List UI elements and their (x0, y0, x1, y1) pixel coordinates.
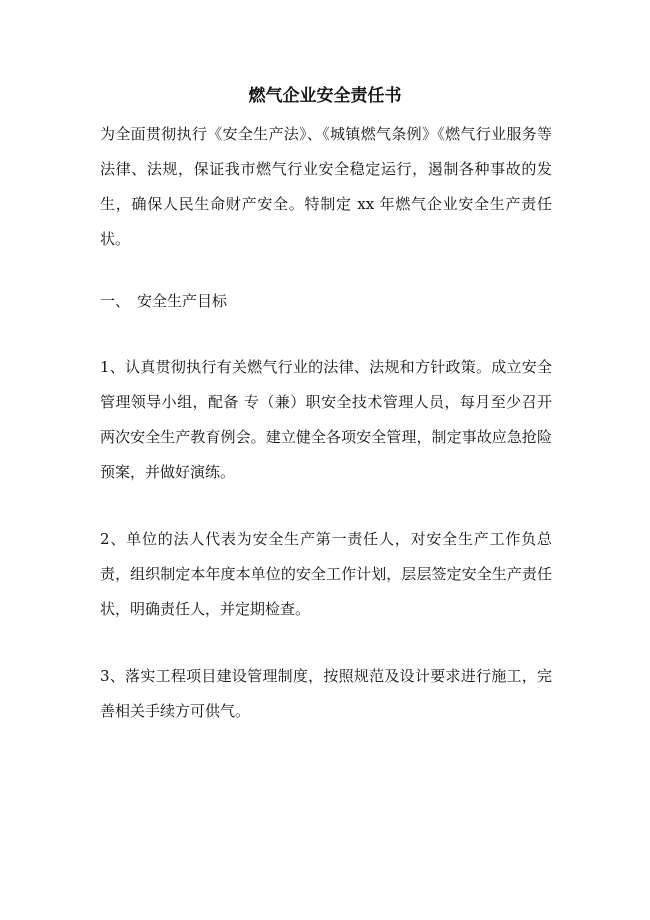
list-item-2: 2、单位的法人代表为安全生产第一责任人，对安全生产工作负总责，组织制定本年度本单位的安全工作计划，层层签定安全生产责任状，明确责任人，并定期检查。 (100, 530, 552, 618)
section-heading (100, 284, 552, 319)
section-heading-text: 安全生产目标 (137, 292, 228, 310)
intro-paragraph: 为全面贯彻执行《安全生产法》、《城镇燃气条例》《燃气行业服务等法律、法规，保证我市燃气行业安全稳定运行，遏制各种事故的发生，确保人民生命财产安全。特制定 xx 年燃气企业安全生产责任状。 (100, 125, 552, 248)
document-title: 燃气企业安全责任书 (248, 86, 402, 106)
list-item-1: 1、认真贯彻执行有关燃气行业的法律、法规和方针政策。成立安全管理领导小组，配备 专（兼）职安全技术管理人员，每月至少召开两次安全生产教育例会。建立健全各项安全管理，制定事故应急抢险预案，并做好演练。 (100, 358, 552, 481)
section-number: 一、 (100, 292, 131, 310)
list-item-3: 3、落实工程项目建设管理制度，按照规范及设计要求进行施工，完善相关手续方可供气。 (100, 667, 552, 720)
